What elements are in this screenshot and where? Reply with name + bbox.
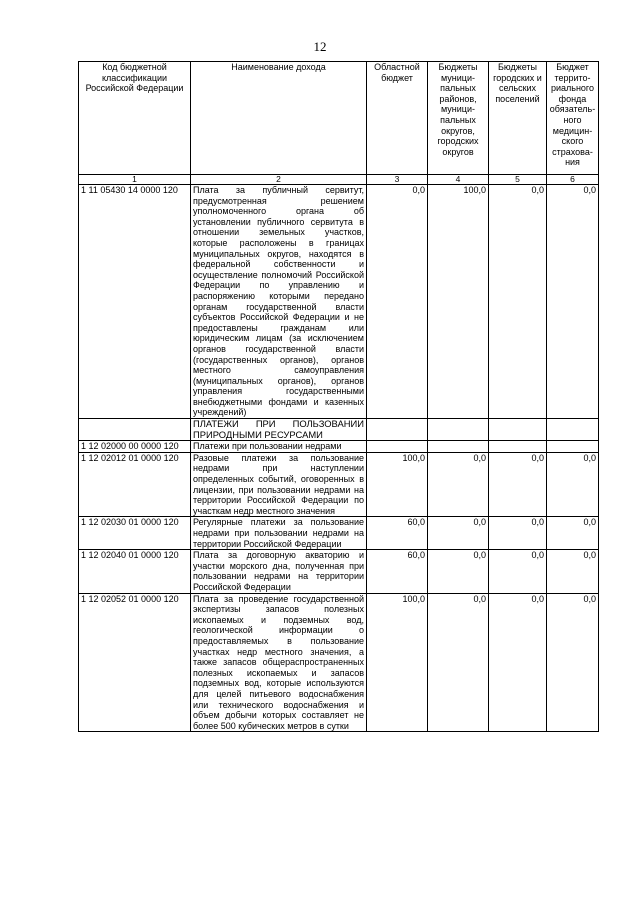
column-number: 6 <box>547 175 599 185</box>
value-municipal <box>428 441 489 453</box>
revenue-name: Плата за проведение государственной экспертизы запасов полезных ископаемых и подземных вод, геологической информации о предоставляемых в пользование участках недр местного значения, а также запасов общераспространенных полезных ископаемых и запасов подземных вод, которые используются для целей питьевого водоснабжения или технического водоснабжения и объем добычи которых составляет не более 500 кубических метров в сутки <box>191 593 367 732</box>
value-municipal: 100,0 <box>428 185 489 419</box>
revenue-code: 1 12 02040 01 0000 120 <box>79 550 191 593</box>
column-number: 2 <box>191 175 367 185</box>
revenue-name: Плата за публичный сервитут, предусмотренная решением уполномоченного органа об установлении публичного сервитута в отношении земельных участков, которые расположены в границах муниципальных округов, находятся в федеральной собственности и осуществление полномочий Российской Федерации по управлению и распоряжению которыми передано органам государственной власти субъектов Российской Федерации и не предоставлены гражданам или юридическим лицам (за исключением органов государственной власти (государственных органов), органов местного самоуправления (муниципальных органов), органов управления государственными внебюджетными фондами и казенных учреждений) <box>191 185 367 419</box>
value-municipal: 0,0 <box>428 550 489 593</box>
revenue-name: Регулярные платежи за пользование недрами при пользовании недрами на территории Российской Федерации <box>191 517 367 550</box>
value-settlements: 0,0 <box>489 452 547 517</box>
value-regional: 0,0 <box>367 185 428 419</box>
value-settlements <box>489 419 547 441</box>
value-settlements: 0,0 <box>489 593 547 732</box>
value-municipal <box>428 419 489 441</box>
revenue-code: 1 12 02052 01 0000 120 <box>79 593 191 732</box>
value-settlements: 0,0 <box>489 550 547 593</box>
header-row <box>79 62 599 175</box>
value-medical-fund <box>547 419 599 441</box>
revenue-table <box>78 61 599 732</box>
revenue-code: 1 12 02000 00 0000 120 <box>79 441 191 453</box>
revenue-name: Платежи при пользовании недрами <box>191 441 367 453</box>
revenue-code: 1 12 02012 01 0000 120 <box>79 452 191 517</box>
column-number: 4 <box>428 175 489 185</box>
table-row-section <box>79 419 599 441</box>
value-medical-fund: 0,0 <box>547 550 599 593</box>
value-settlements <box>489 441 547 453</box>
value-medical-fund: 0,0 <box>547 517 599 550</box>
value-medical-fund <box>547 441 599 453</box>
table-row <box>79 441 599 453</box>
value-regional: 100,0 <box>367 593 428 732</box>
revenue-code: 1 12 02030 01 0000 120 <box>79 517 191 550</box>
table-row <box>79 185 599 419</box>
table-row <box>79 550 599 593</box>
column-number: 1 <box>79 175 191 185</box>
value-municipal: 0,0 <box>428 452 489 517</box>
header-medical-fund: Бюджет террито-риального фонда обязатель-ного медицин-ского страхова-ния <box>547 62 599 175</box>
header-code: Код бюджетной классификации Российской Федерации <box>79 62 191 175</box>
value-medical-fund: 0,0 <box>547 185 599 419</box>
column-number: 3 <box>367 175 428 185</box>
section-title: ПЛАТЕЖИ ПРИ ПОЛЬЗОВАНИИ ПРИРОДНЫМИ РЕСУРСАМИ <box>191 419 367 441</box>
column-number: 5 <box>489 175 547 185</box>
header-municipal: Бюджеты муници-пальных районов, муници-пальных округов, городских округов <box>428 62 489 175</box>
value-regional <box>367 419 428 441</box>
value-settlements: 0,0 <box>489 517 547 550</box>
value-settlements: 0,0 <box>489 185 547 419</box>
value-medical-fund: 0,0 <box>547 452 599 517</box>
page-number: 12 <box>313 39 327 54</box>
table-row <box>79 593 599 732</box>
table-row <box>79 452 599 517</box>
revenue-name: Разовые платежи за пользование недрами при наступлении определенных событий, оговоренных в лицензии, при пользовании недрами на территории Российской Федерации по участкам недр местного значения <box>191 452 367 517</box>
column-number-row <box>79 175 599 185</box>
value-regional: 60,0 <box>367 517 428 550</box>
header-settlements: Бюджеты городских и сельских поселений <box>489 62 547 175</box>
revenue-code: 1 11 05430 14 0000 120 <box>79 185 191 419</box>
value-municipal: 0,0 <box>428 517 489 550</box>
value-regional: 60,0 <box>367 550 428 593</box>
header-regional: Областной бюджет <box>367 62 428 175</box>
header-name: Наименование дохода <box>191 62 367 175</box>
value-regional <box>367 441 428 453</box>
revenue-name: Плата за договорную акваторию и участки морского дна, полученная при пользовании недрами на территории Российской Федерации <box>191 550 367 593</box>
value-regional: 100,0 <box>367 452 428 517</box>
table-row <box>79 517 599 550</box>
value-municipal: 0,0 <box>428 593 489 732</box>
revenue-code <box>79 419 191 441</box>
value-medical-fund: 0,0 <box>547 593 599 732</box>
